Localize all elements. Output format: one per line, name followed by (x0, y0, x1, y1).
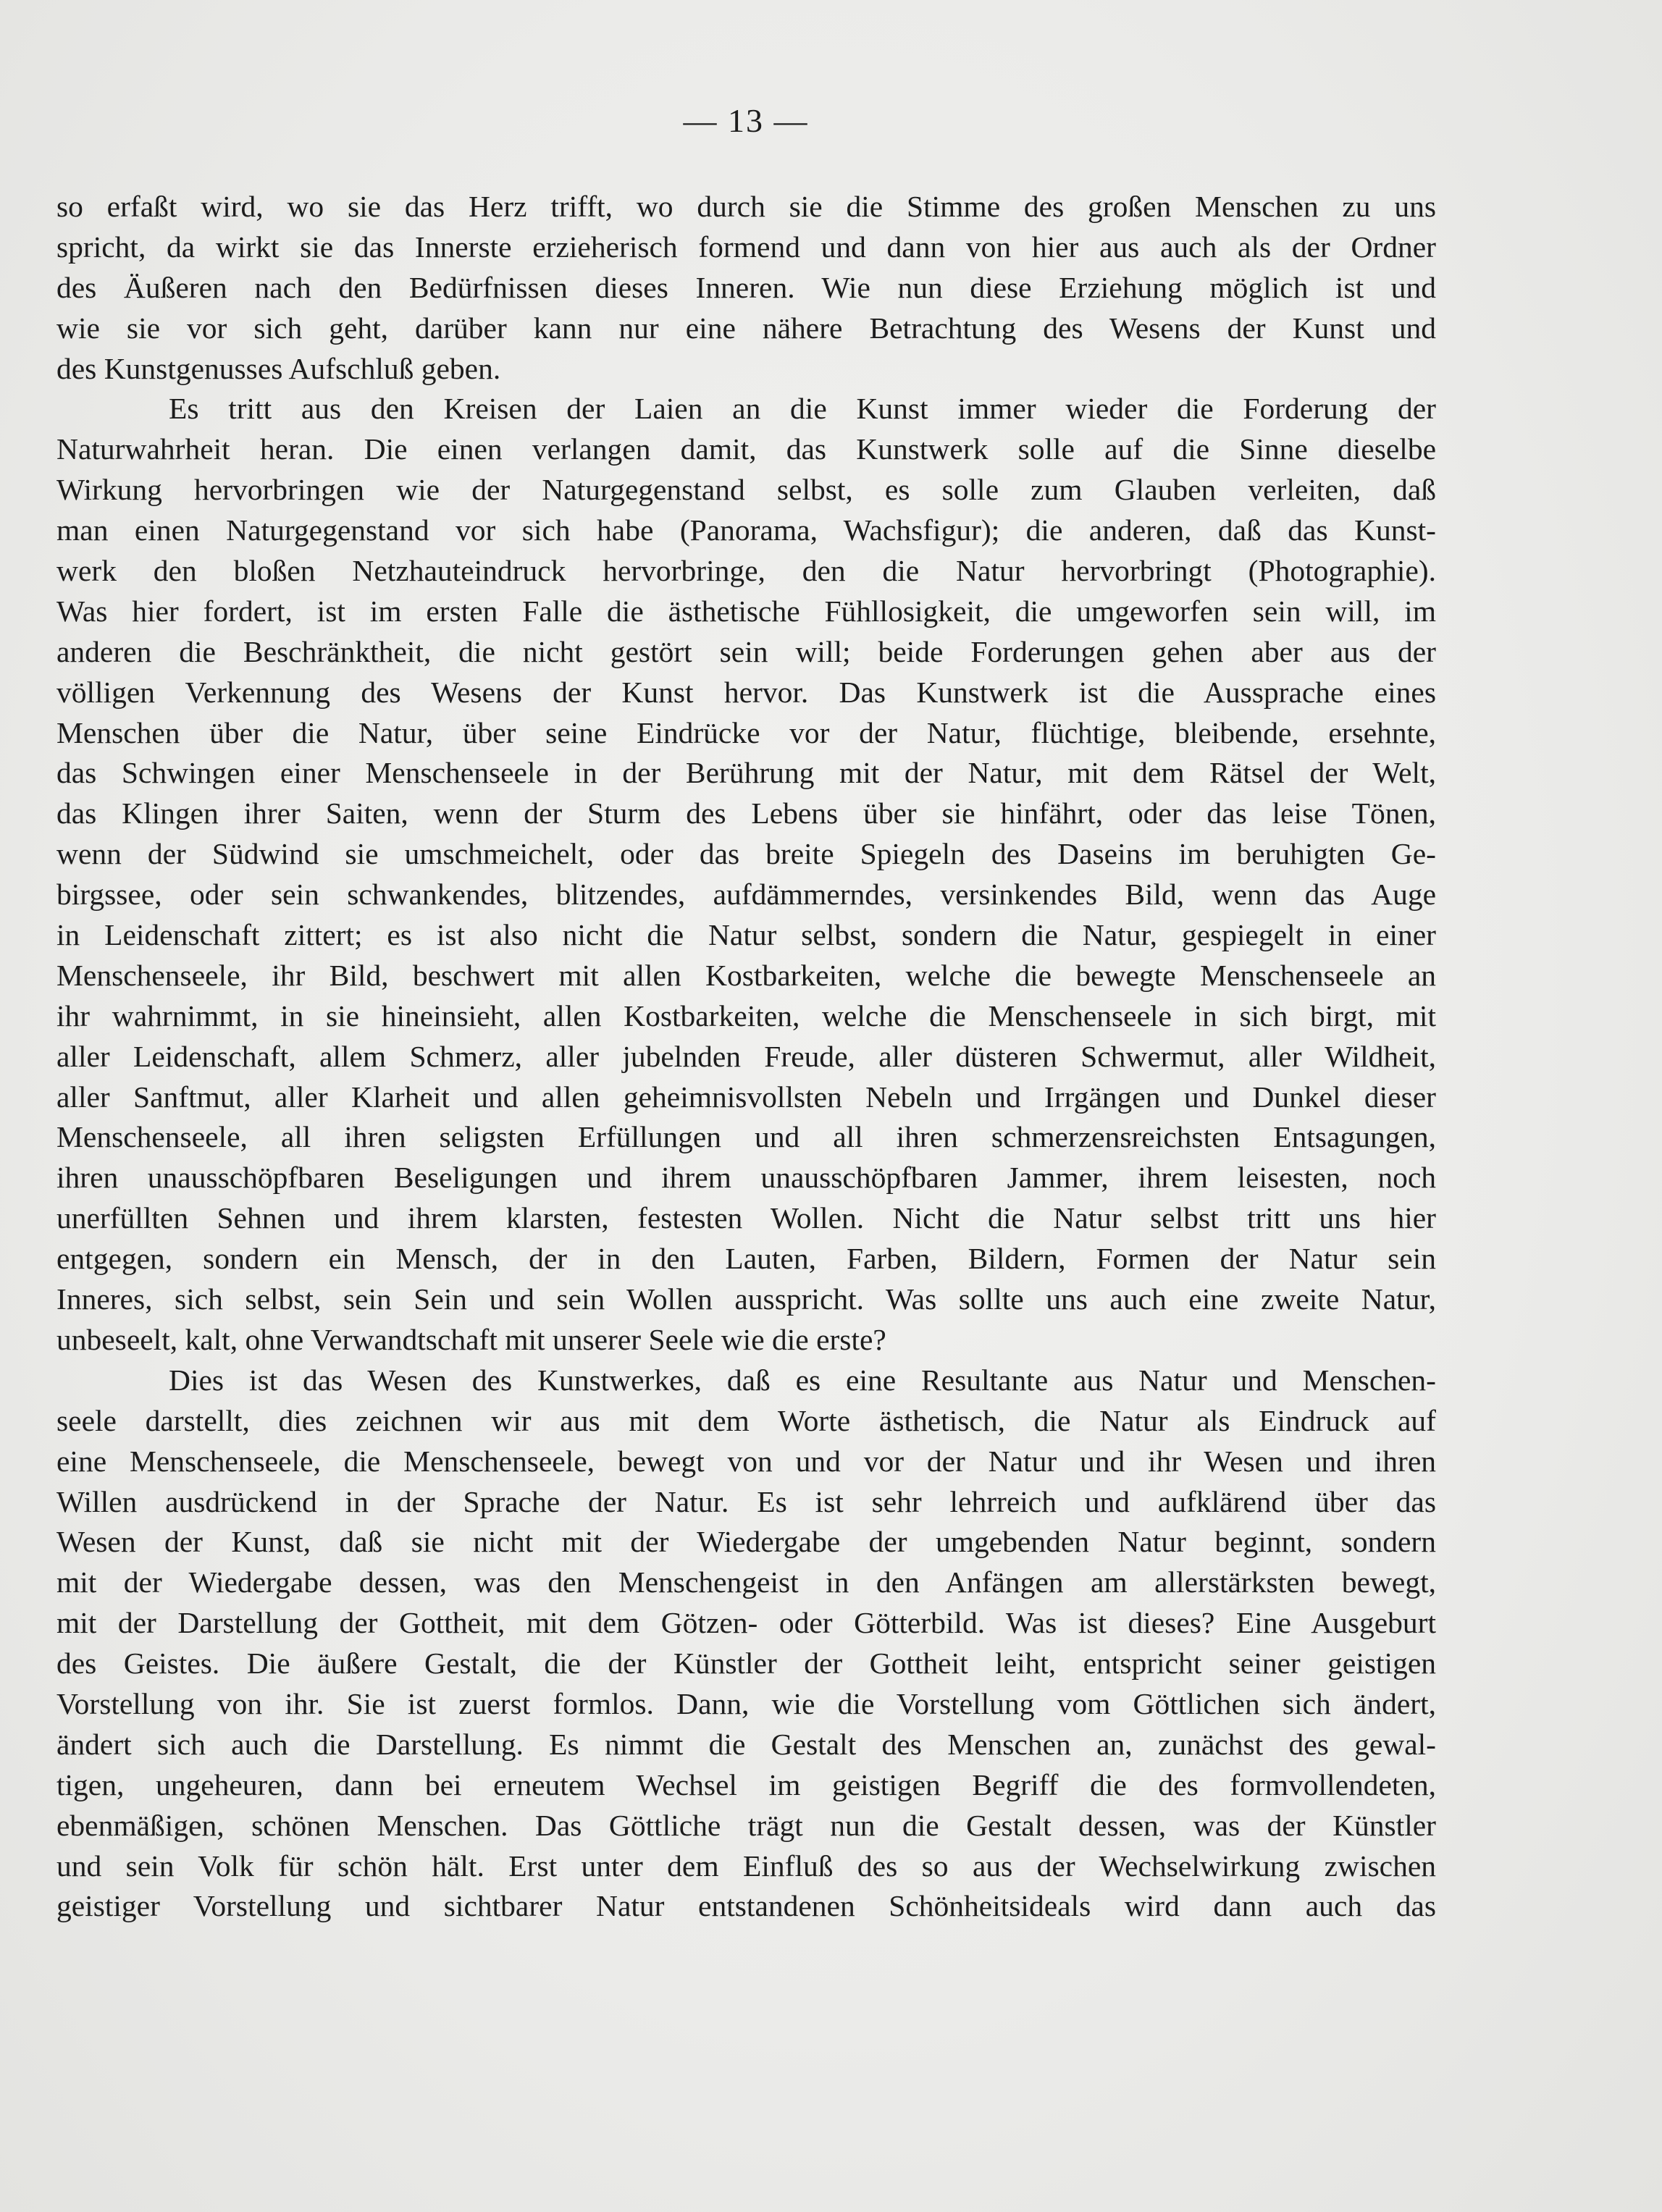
text-line: anderen die Beschränktheit, die nicht gestört sein will; beide Forderungen gehen aber aus der (56, 634, 1436, 668)
text-line: das Klingen ihrer Saiten, wenn der Sturm des Lebens über sie hinfährt, oder das leise Tönen, (56, 796, 1436, 830)
paragraph-start-line: Es tritt aus den Kreisen der Laien an die Kunst immer wieder die Forderung der (169, 392, 1436, 426)
text-line: so erfaßt wird, wo sie das Herz trifft, wo durch sie die Stimme des großen Menschen zu uns (56, 190, 1436, 223)
text-line: des Äußeren nach den Bedürfnissen dieses Inneren. Wie nun diese Erziehung möglich ist und (56, 270, 1436, 304)
text-line: des Kunstgenusses Aufschluß geben. (56, 351, 501, 385)
text-line: Willen ausdrückend in der Sprache der Natur. Es ist sehr lehrreich und aufklärend über das (56, 1484, 1436, 1518)
text-line: und sein Volk für schön hält. Erst unter dem Einfluß des so aus der Wechselwirkung zwischen (56, 1849, 1436, 1883)
text-line: man einen Naturgegenstand vor sich habe (Panorama, Wachsfigur); die anderen, daß das Kunst- (56, 513, 1436, 547)
text-line: unerfüllten Sehnen und ihrem klarsten, festesten Wollen. Nicht die Natur selbst tritt uns hier (56, 1201, 1436, 1235)
text-line: mit der Wiedergabe dessen, was den Menschengeist in den Anfängen am allerstärksten bewegt, (56, 1565, 1436, 1599)
text-line: mit der Darstellung der Gottheit, mit dem Götzen- oder Götterbild. Was ist dieses? Eine Ausgeburt (56, 1606, 1436, 1640)
text-line: ebenmäßigen, schönen Menschen. Das Göttliche trägt nun die Gestalt dessen, was der Künstler (56, 1808, 1436, 1842)
text-line: aller Leidenschaft, allem Schmerz, aller jubelnden Freude, aller düsteren Schwermut, aller Wildheit, (56, 1039, 1436, 1073)
paragraph-start-line: Dies ist das Wesen des Kunstwerkes, daß es eine Resultante aus Natur und Menschen- (169, 1363, 1436, 1397)
text-line: ändert sich auch die Darstellung. Es nimmt die Gestalt des Menschen an, zunächst des gewal- (56, 1727, 1436, 1761)
text-line: ihren unausschöpfbaren Beseligungen und ihrem unausschöpfbaren Jammer, ihrem leisesten, noch (56, 1161, 1436, 1195)
text-line: Menschen über die Natur, über seine Eindrücke vor der Natur, flüchtige, bleibende, ersehnte, (56, 715, 1436, 749)
body-text (56, 187, 1436, 1927)
text-line: Menschenseele, all ihren seligsten Erfüllungen und all ihren schmerzensreichsten Entsagungen, (56, 1120, 1436, 1154)
text-line: das Schwingen einer Menschenseele in der Berührung mit der Natur, mit dem Rätsel der Welt, (56, 756, 1436, 790)
text-line: Was hier fordert, ist im ersten Falle die ästhetische Fühllosigkeit, die umgeworfen sein will, im (56, 594, 1436, 628)
text-line: wenn der Südwind sie umschmeichelt, oder das breite Spiegeln des Daseins im beruhigten Ge- (56, 837, 1436, 871)
text-line: werk den bloßen Netzhauteindruck hervorbringe, den die Natur hervorbringt (Photographie). (56, 554, 1436, 588)
text-line: Wirkung hervorbringen wie der Naturgegenstand selbst, es solle zum Glauben verleiten, daß (56, 473, 1436, 507)
text-line: Wesen der Kunst, daß sie nicht mit der Wiedergabe der umgebenden Natur beginnt, sondern (56, 1525, 1436, 1559)
text-line: seele darstellt, dies zeichnen wir aus mit dem Worte ästhetisch, die Natur als Eindruck auf (56, 1403, 1436, 1437)
text-line: aller Sanftmut, aller Klarheit und allen geheimnisvollsten Nebeln und Irrgängen und Dunkel dieser (56, 1080, 1436, 1114)
text-line: birgssee, oder sein schwankendes, blitzendes, aufdämmerndes, versinkendes Bild, wenn das Auge (56, 878, 1436, 912)
text-line: ihr wahrnimmt, in sie hineinsieht, allen Kostbarkeiten, welche die Menschenseele in sich birgt, mit (56, 998, 1436, 1033)
text-line: geistiger Vorstellung und sichtbarer Natur entstandenen Schönheitsideals wird dann auch das (56, 1889, 1436, 1923)
text-line: spricht, da wirkt sie das Innerste erzieherisch formend und dann von hier aus auch als der Ordner (56, 230, 1436, 264)
text-line: Vorstellung von ihr. Sie ist zuerst formlos. Dann, wie die Vorstellung vom Göttlichen sich ändert, (56, 1686, 1436, 1720)
text-line: Menschenseele, ihr Bild, beschwert mit allen Kostbarkeiten, welche die bewegte Menschenseele an (56, 958, 1436, 992)
page-number: — 13 — (683, 102, 809, 139)
text-line: wie sie vor sich geht, darüber kann nur eine nähere Betrachtung des Wesens der Kunst und (56, 311, 1436, 345)
text-line: entgegen, sondern ein Mensch, der in den Lauten, Farben, Bildern, Formen der Natur sein (56, 1242, 1436, 1276)
text-line: in Leidenschaft zittert; es ist also nicht die Natur selbst, sondern die Natur, gespiegelt in einer (56, 918, 1436, 952)
text-line: des Geistes. Die äußere Gestalt, die der Künstler der Gottheit leiht, entspricht seiner geistigen (56, 1647, 1436, 1681)
text-line: eine Menschenseele, die Menschenseele, bewegt von und vor der Natur und ihr Wesen und ihren (56, 1444, 1436, 1478)
text-line: tigen, ungeheuren, dann bei erneutem Wechsel im geistigen Begriff die des formvollendeten, (56, 1767, 1436, 1801)
text-line: Naturwahrheit heran. Die einen verlangen damit, das Kunstwerk solle auf die Sinne dieselbe (56, 432, 1436, 466)
text-line: unbeseelt, kalt, ohne Verwandtschaft mit unserer Seele wie die erste? (56, 1322, 886, 1356)
text-line: Inneres, sich selbst, sein Sein und sein Wollen ausspricht. Was sollte uns auch eine zweite Natur, (56, 1282, 1436, 1316)
text-line: völligen Verkennung des Wesens der Kunst hervor. Das Kunstwerk ist die Aussprache eines (56, 675, 1436, 709)
